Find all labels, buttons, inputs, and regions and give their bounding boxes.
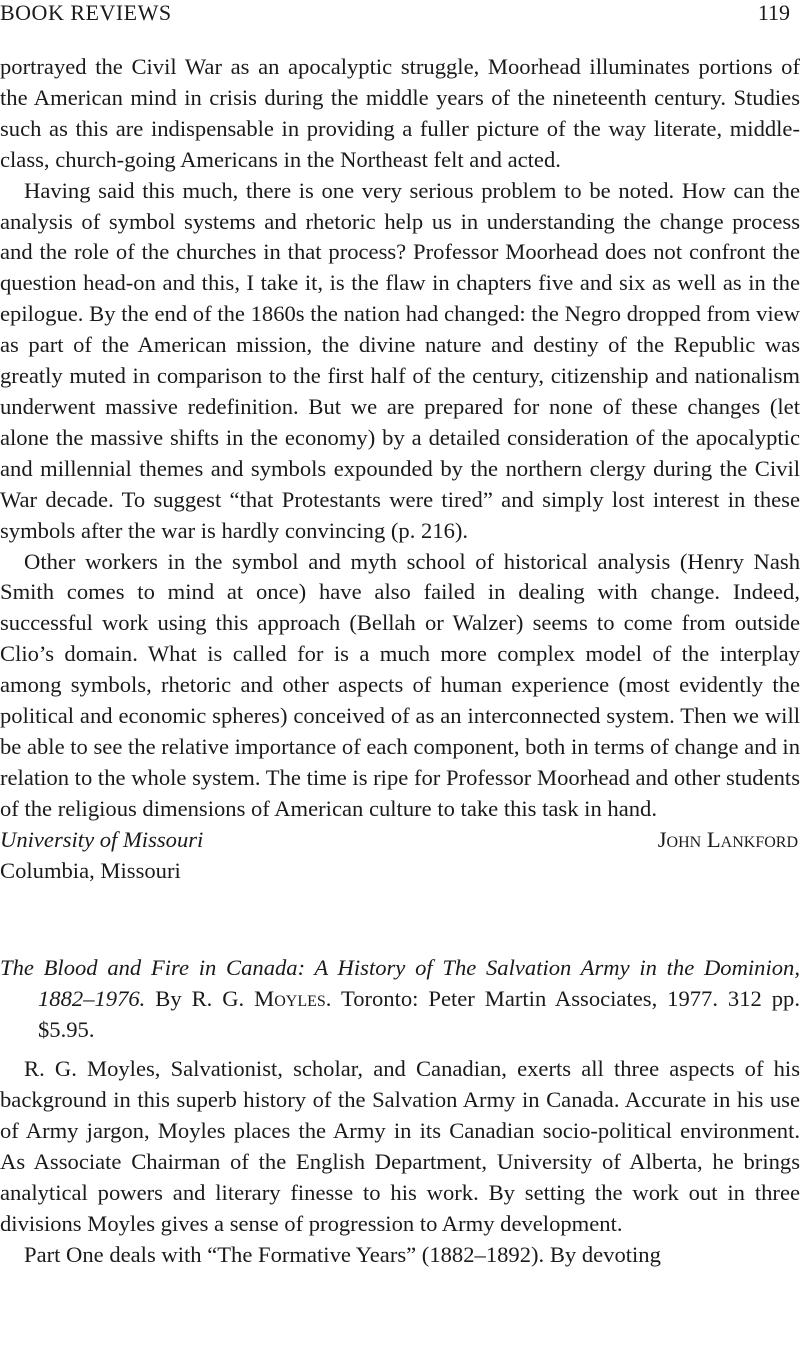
review2-paragraph-2: Part One deals with “The Formative Years” (1882–1892). By devoting [24,1241,661,1267]
review2-paragraph-1: R. G. Moyles, Salvationist, scholar, and Canadian, exerts all three aspects of his background in this superb history of the Salvation Army in Canada. Accurate in his use of Army jargon, Moyles places the Army in its Canadian socio-political environment. As Associate Chairman of the English Department, University of Alberta, he brings analytical powers and literary finesse to his work. By setting the work out in three divisions Moyles gives a sense of progression to Army development. [0,1056,800,1236]
book-title: The Blood and Fire in Canada: A History of The Salvation Army in the Dominion, 1882–1976. [0,955,800,1012]
page-number: 119 [757,0,790,25]
section-title: BOOK REVIEWS [0,0,172,25]
book-author: R. G. Moyles. [191,986,332,1012]
review1-paragraph-3: Other workers in the symbol and myth school of historical analysis (Henry Nash Smith comes to mind at once) have also failed in dealing with change. Indeed, successful work using this approach (Bellah or Walzer) seems to come from outside Clio’s domain. What is called for is a much more complex model of the interplay among symbols, rhetoric and other aspects of human experience (most evidently the political and economic spheres) conceived of as an interconnected system. Then we will be able to see the relative importance of each component, both in terms of change and in relation to the whole system. The time is ripe for Professor Moorhead and other students of the religious dimensions of American culture to take this task in hand. [0,548,800,821]
reviewer-name: John Lankford [657,826,798,852]
review1-paragraph-1: portrayed the Civil War as an apocalyptic struggle, Moorhead illuminates portions of the American mind in crisis during the middle years of the nineteenth century. Studies such as this are indispensable in providing a fuller picture of the way literate, middle-class, church-going Americans in the Northeast felt and acted. [0,54,800,172]
reviewer-affiliation: University of Missouri [0,826,204,852]
article-body [0,52,800,1271]
book-citation [0,953,800,1046]
reviewer-location: Columbia, Missouri [0,857,181,883]
running-head [0,0,800,26]
book-publisher: Toronto: Peter Martin Associates, 1977. 312 pp. $5.95. [38,986,800,1043]
reviewer-signature [0,825,800,856]
citation-by: By [155,986,182,1012]
review1-paragraph-2: Having said this much, there is one very serious problem to be noted. How can the analysis of symbol systems and rhetoric help us in understanding the change process and the role of the churches in that process? Professor Moorhead does not confront the question head-on and this, I take it, is the flaw in chapters five and six as well as in the epilogue. By the end of the 1860s the nation had changed: the Negro dropped from view as part of the American mission, the divine nature and destiny of the Republic was greatly muted in comparison to the first half of the century, citizenship and nationalism underwent massive redefinition. But we are prepared for none of these changes (let alone the massive shifts in the economy) by a detailed consideration of the apocalyptic and millennial themes and symbols expounded by the northern clergy during the Civil War decade. To suggest “that Protestants were tired” and simply lost interest in these symbols after the war is hardly convincing (p. 216). [0,177,800,543]
